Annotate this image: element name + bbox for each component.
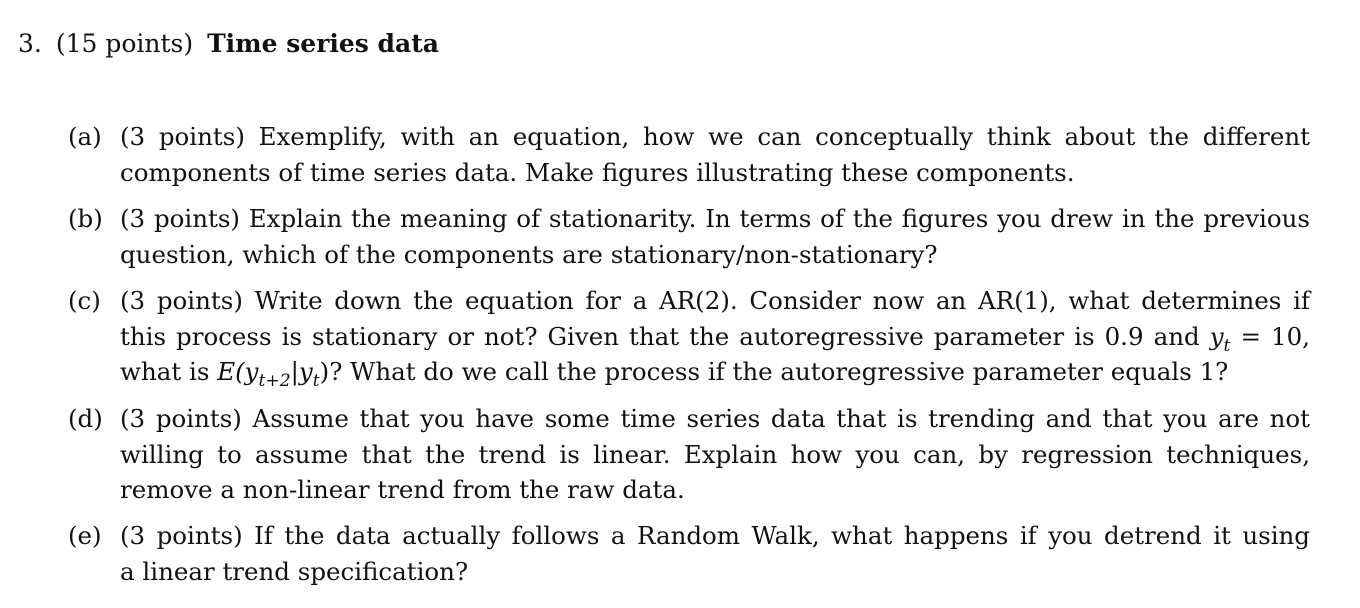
question-heading [18,26,439,62]
text-line: remove a non-linear trend from the raw data. [120,475,685,504]
subquestion-b [68,201,1310,272]
text-line: (3 points) Assume that you have some time series data that is trending and that you are not [120,404,1310,433]
subquestion-e [68,518,1310,589]
math-expectation: $E(y_{t+2}|y_t)$ [217,357,330,391]
question-number: 3. [18,29,42,58]
subquestion-text [120,119,1310,190]
text-line: willing to assume that the trend is linear. Explain how you can, by regression techniques, [120,439,1310,469]
text-line: question, which of the components are stationary/non-stationary? [120,239,938,269]
subquestion-label: (b) [68,204,103,233]
question-title: Time series data [207,29,439,58]
text-line: a linear trend specification? [120,556,469,586]
text-line: (3 points) If the data actually follows a Random Walk, what happens if you detrend it using [120,521,1310,550]
math-equals-ten: = 10, [1230,321,1310,351]
math-y-t: $y_t$ [1209,321,1231,356]
text-line: (3 points) Explain the meaning of stationarity. In terms of the figures you drew in the previous [120,204,1310,233]
subquestion-a [68,119,1310,190]
text-line: components of time series data. Make figures illustrating these components. [120,157,1075,187]
text-line: (3 points) Write down the equation for a AR(2). Consider now an AR(1), what determines if [120,286,1310,315]
subquestion-label: (e) [68,521,102,550]
subquestion-text [120,201,1310,272]
subquestion-label: (c) [68,286,101,315]
subquestion-text [120,518,1310,589]
text-segment: ? What do we call the process if the autoregressive parameter equals 1? [329,357,1229,386]
subquestion-d [68,401,1310,508]
question-points: (15 points) [55,29,194,58]
text-line: (3 points) Exemplify, with an equation, how we can conceptually think about the different [120,122,1310,151]
subquestion-text [120,283,1310,390]
subquestion-c [68,283,1310,390]
subquestion-text [120,401,1310,508]
text-segment: this process is stationary or not? Given that the autoregressive parameter is 0.9 and [120,321,1200,351]
text-line [120,354,1310,390]
subquestion-label: (d) [68,404,103,433]
text-line [120,319,1310,355]
subquestion-label: (a) [68,122,102,151]
text-segment: what is [120,357,210,386]
